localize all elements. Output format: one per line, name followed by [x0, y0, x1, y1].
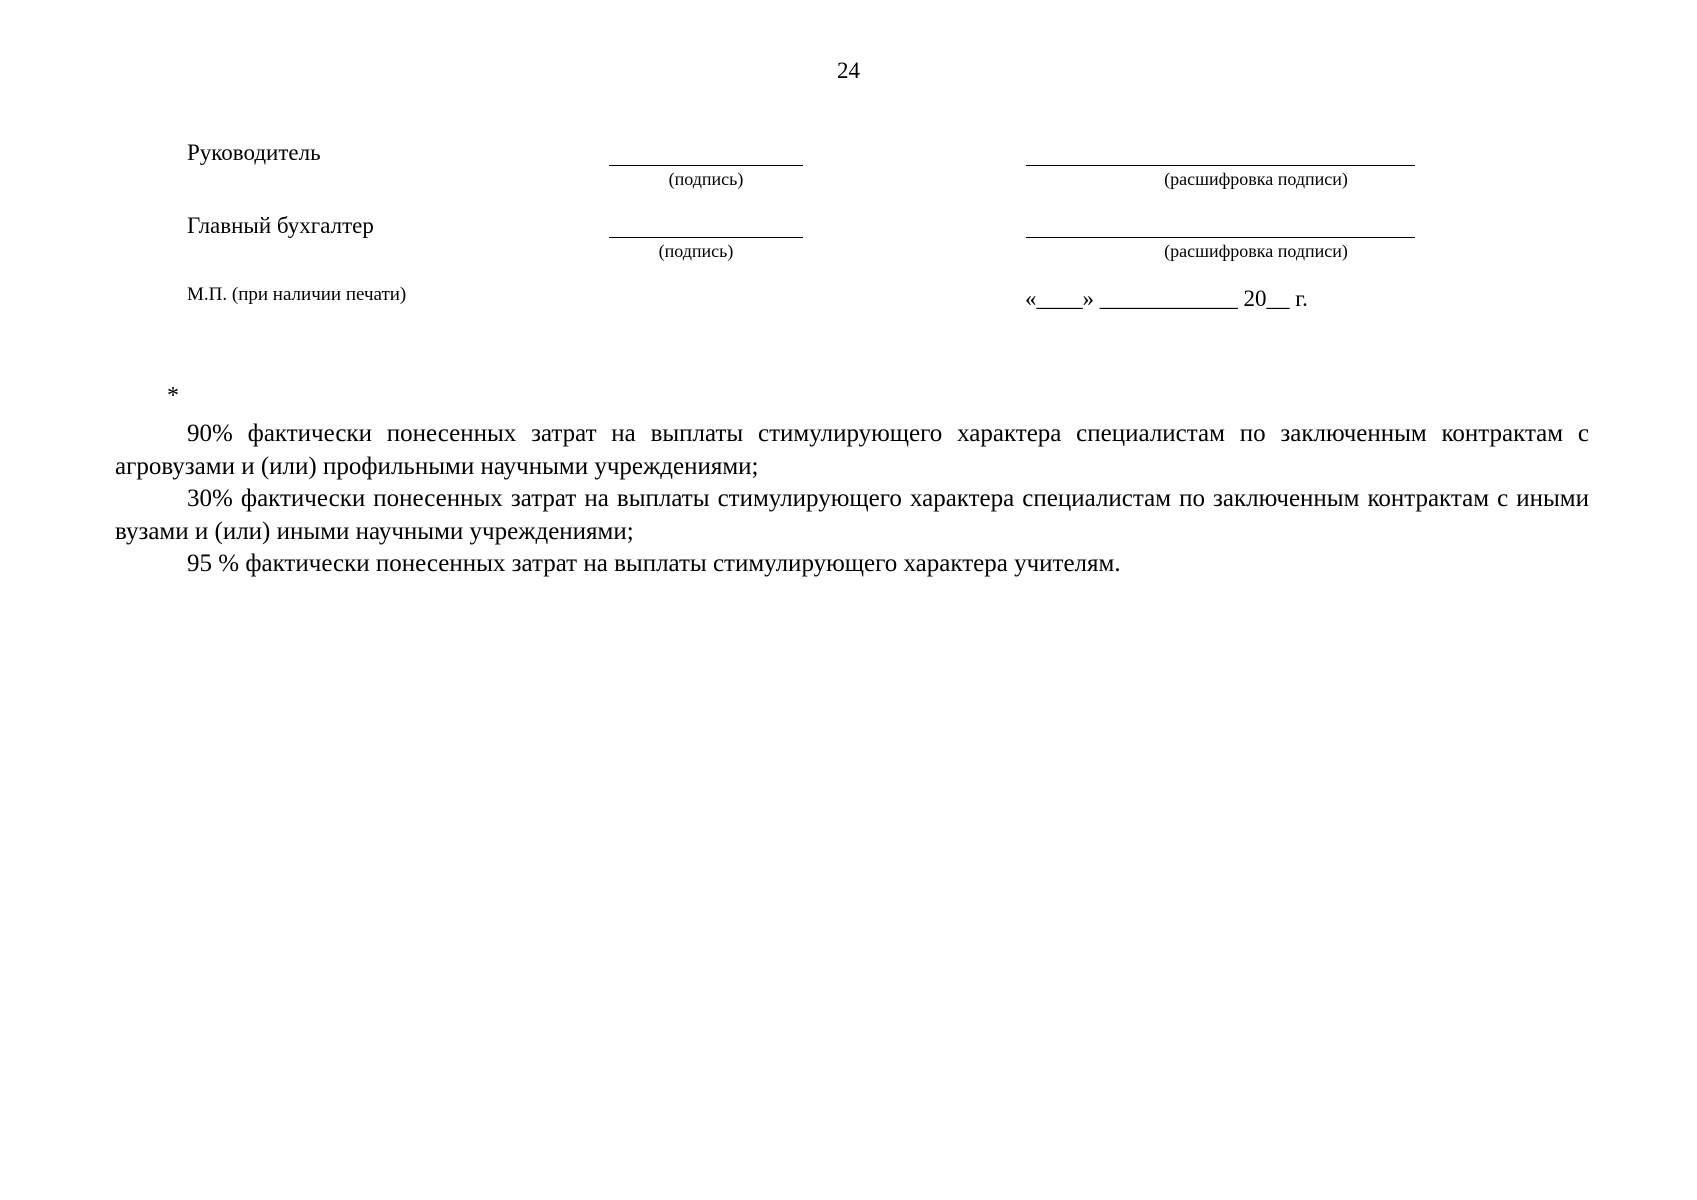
head-decoding-caption: (расшифровка подписи) — [1164, 169, 1348, 189]
chief-accountant-signature-line[interactable] — [609, 237, 803, 238]
chief-accountant-label: Главный бухгалтер — [187, 213, 374, 238]
head-signature-line[interactable] — [609, 165, 803, 166]
note-paragraph-other-vuz: 30% фактически понесенных затрат на выплаты стимулирующего характера специалистам по заключенным контрактам с иными вузами и (или) иными научными учреждениями; — [115, 485, 1589, 545]
footnote-mark: * — [167, 383, 179, 409]
chief-accountant-signature-caption: (подпись) — [658, 241, 734, 261]
head-signature-caption: (подпись) — [668, 169, 744, 189]
page-number: 24 — [837, 58, 860, 83]
chief-accountant-decoding-caption: (расшифровка подписи) — [1164, 241, 1348, 261]
stamp-note: М.П. (при наличии печати) — [187, 284, 407, 305]
note-paragraph-teachers: 95 % фактически понесенных затрат на выплаты стимулирующего характера учителям. — [187, 550, 1121, 577]
chief-accountant-decoding-line[interactable] — [1026, 237, 1415, 238]
head-decoding-line[interactable] — [1026, 165, 1415, 166]
head-label: Руководитель — [187, 140, 321, 165]
note-paragraph-agrovuz: 90% фактически понесенных затрат на выплаты стимулирующего характера специалистам по заключенным контрактам с агровузами и (или) профильными научными учреждениями; — [115, 420, 1589, 480]
footnote-text — [115, 418, 1589, 581]
date-field[interactable]: «____» ____________ 20__ г. — [1025, 286, 1308, 311]
